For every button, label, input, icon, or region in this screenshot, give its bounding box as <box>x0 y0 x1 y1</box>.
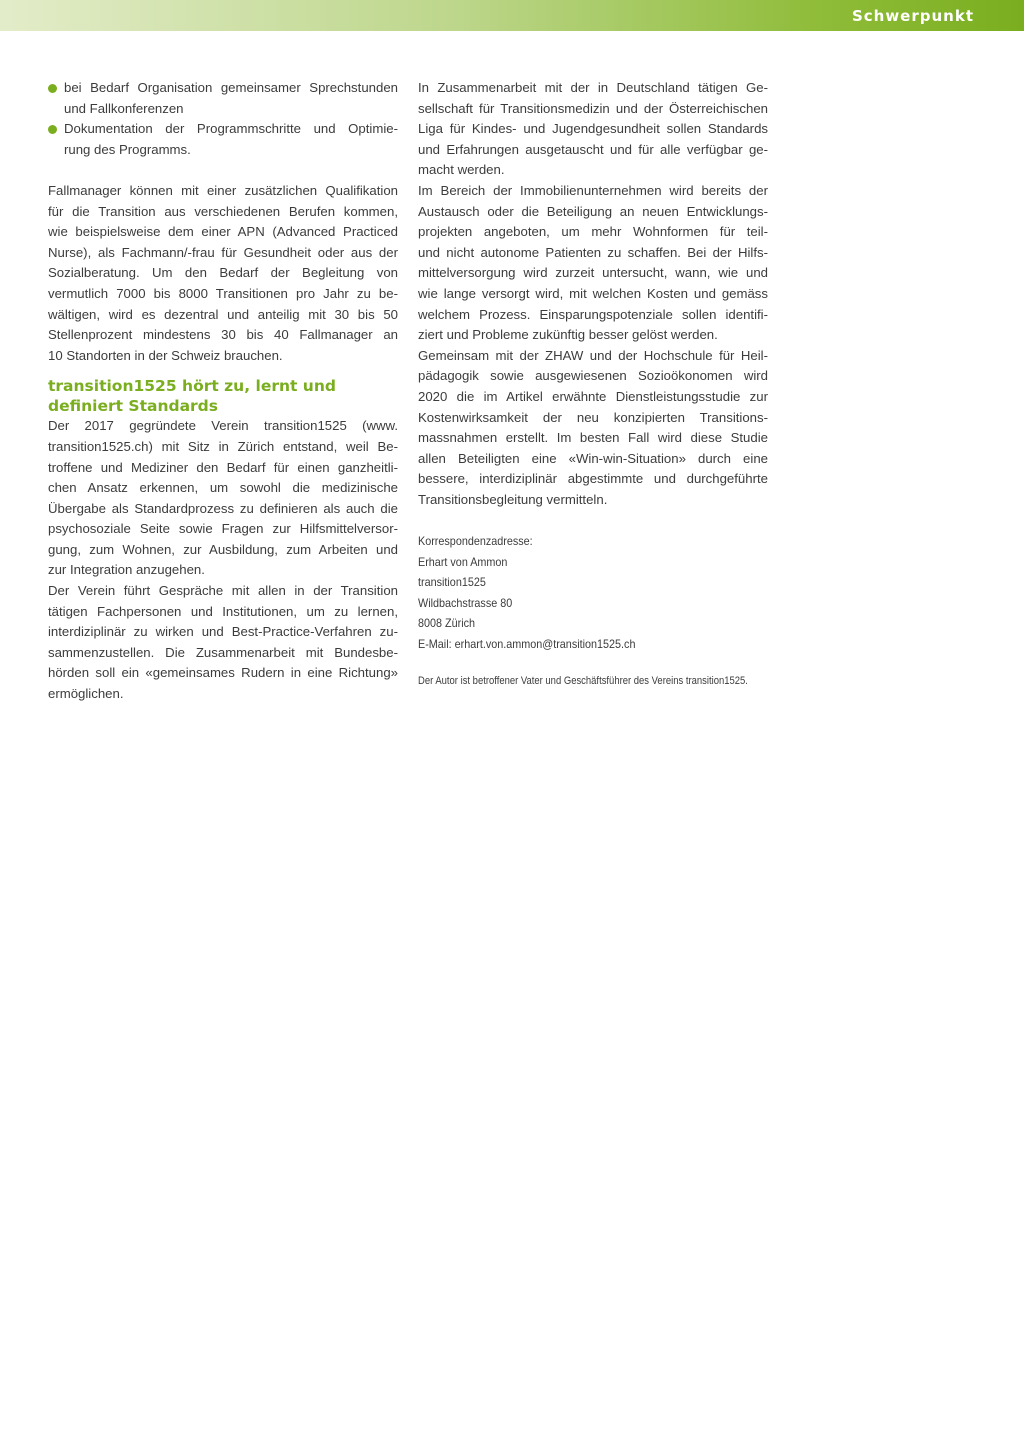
author-note: Der Autor ist betroffener Vater und Geschäftsführer des Vereins transition1525. <box>418 674 748 687</box>
text-line: troffene und Mediziner den Bedarf für einen ganzheitli- <box>48 459 398 475</box>
text-line: massnahmen erstellt. Im besten Fall wird diese Studie <box>418 430 768 446</box>
list-item <box>48 78 398 119</box>
text-line: tätigen Fachpersonen und Institutionen, um zu lernen, <box>48 603 398 619</box>
text-line: ziert und Probleme zukünftig besser gelöst werden. <box>418 327 718 343</box>
text-line: bessere, interdiziplinär abgestimmte und durchgeführte <box>418 471 768 487</box>
address-label: Korrespondenzadresse: <box>418 534 533 549</box>
text-line: vermutlich 7000 bis 8000 Transitionen pro Jahr zu be- <box>48 285 398 301</box>
address-email: E-Mail: erhart.von.ammon@transition1525.ch <box>418 637 636 652</box>
text-line: Gemeinsam mit der ZHAW und der Hochschule für Heil- <box>418 347 768 363</box>
text-line: Der 2017 gegründete Verein transition1525 (www. <box>48 418 398 434</box>
text-line: gung, zum Wohnen, zur Ausbildung, zum Arbeiten und <box>48 541 398 557</box>
address-city: 8008 Zürich <box>418 616 476 631</box>
text-line: In Zusammenarbeit mit der in Deutschland tätigen Ge- <box>418 80 768 95</box>
text-line: allen Beteiligten eine «Win-win-Situation» durch eine <box>418 450 768 466</box>
right-column <box>418 78 768 689</box>
text-line: Der Verein führt Gespräche mit allen in der Transition <box>48 583 398 599</box>
text-line: welchem Prozess. Einsparungspotenziale sollen identifi- <box>418 306 768 322</box>
text-line: und Fallkonferenzen <box>64 100 184 116</box>
text-line: macht werden. <box>418 162 505 178</box>
text-line: Kostenwirksamkeit der neu konzipierten Transitions- <box>418 409 768 425</box>
text-line: Liga für Kindes- und Jugendgesundheit sollen Standards <box>418 121 768 137</box>
heading-line: definiert Standards <box>48 397 218 416</box>
text-line: bei Bedarf Organisation gemeinsamer Sprechstunden <box>64 80 398 95</box>
address-organisation: transition1525 <box>418 575 486 590</box>
text-line: Sozialberatung. Um den Bedarf der Begleitung von <box>48 265 398 281</box>
text-line: transition1525.ch) mit Sitz in Zürich entstand, weil Be- <box>48 438 398 454</box>
left-column <box>48 78 398 705</box>
paragraph <box>418 78 768 181</box>
text-line: und nicht autonome Patienten zu schaffen. Bei der Hilfs- <box>418 244 768 260</box>
address-street: Wildbachstrasse 80 <box>418 595 513 610</box>
paragraph <box>418 181 768 346</box>
text-line: interdiziplinär zu wirken und Best-Practice-Verfahren zu- <box>48 624 398 640</box>
text-line: sammenzustellen. Die Zusammenarbeit mit Bundesbe- <box>48 644 398 660</box>
paragraph <box>48 416 398 581</box>
bullet-dot-icon <box>48 125 57 134</box>
text-line: Übergabe als Standardprozess zu definieren als auch die <box>48 500 398 516</box>
section-label: Schwerpunkt <box>851 7 974 25</box>
list-item <box>48 119 398 160</box>
text-line: Dokumentation der Programmschritte und Optimie- <box>64 121 398 137</box>
heading-line: transition1525 hört zu, lernt und <box>48 377 336 396</box>
text-line: rung des Programms. <box>64 141 191 157</box>
header-band <box>0 0 1024 31</box>
text-line: 10 Standorten in der Schweiz brauchen. <box>48 347 283 363</box>
text-line: psychosoziale Seite sowie Fragen zur Hilfsmittelversor- <box>48 521 398 537</box>
address-name: Erhart von Ammon <box>418 554 508 569</box>
text-line: pädagogik sowie ausgewiesenen Sozioökonomen wird <box>418 368 768 384</box>
text-line: projekten angeboten, um mehr Wohnformen für teil- <box>418 224 768 240</box>
text-line: chen Ansatz erkennen, um sowohl die medizinische <box>48 480 398 496</box>
text-line: sellschaft für Transitionsmedizin und der Österreichischen <box>418 100 768 116</box>
text-line: Fallmanager können mit einer zusätzlichen Qualifikation <box>48 182 398 198</box>
bullet-dot-icon <box>48 84 57 93</box>
text-line: Im Bereich der Immobilienunternehmen wird bereits der <box>418 182 768 198</box>
text-line: wie beispielsweise dem einer APN (Advanced Practiced <box>48 224 398 240</box>
text-line: Austausch oder die Beteiligung an neuen Entwicklungs- <box>418 203 768 219</box>
text-line: mittelversorgung wird zurzeit untersucht, wann, wie und <box>418 265 768 281</box>
text-line: Nurse), als Fachmann/-frau für Gesundheit oder aus der <box>48 244 398 260</box>
paragraph <box>418 346 768 511</box>
text-line: ermöglichen. <box>48 686 124 702</box>
text-line: wie lange versorgt wird, mit welchen Kosten und gemäss <box>418 285 768 301</box>
text-line: Stellenprozent mindestens 30 bis 40 Fallmanager an <box>48 327 398 343</box>
text-line: 2020 die im Artikel erwähnte Dienstleistungsstudie zur <box>418 388 768 404</box>
paragraph <box>48 181 398 366</box>
text-line: hörden soll ein «gemeinsames Rudern in eine Richtung» <box>48 665 398 681</box>
text-line: Transitionsbegleitung vermitteln. <box>418 491 608 507</box>
section-heading <box>48 376 398 416</box>
correspondence-address <box>418 531 733 655</box>
paragraph <box>48 581 398 705</box>
text-line: für die Transition aus verschiedenen Berufen kommen, <box>48 203 398 219</box>
text-line: wältigen, wird es dezentral und anteilig mit 30 bis 50 <box>48 306 398 322</box>
text-line: zur Integration anzugehen. <box>48 562 205 578</box>
text-line: und Erfahrungen ausgetauscht und für alle verfügbar ge- <box>418 141 768 157</box>
